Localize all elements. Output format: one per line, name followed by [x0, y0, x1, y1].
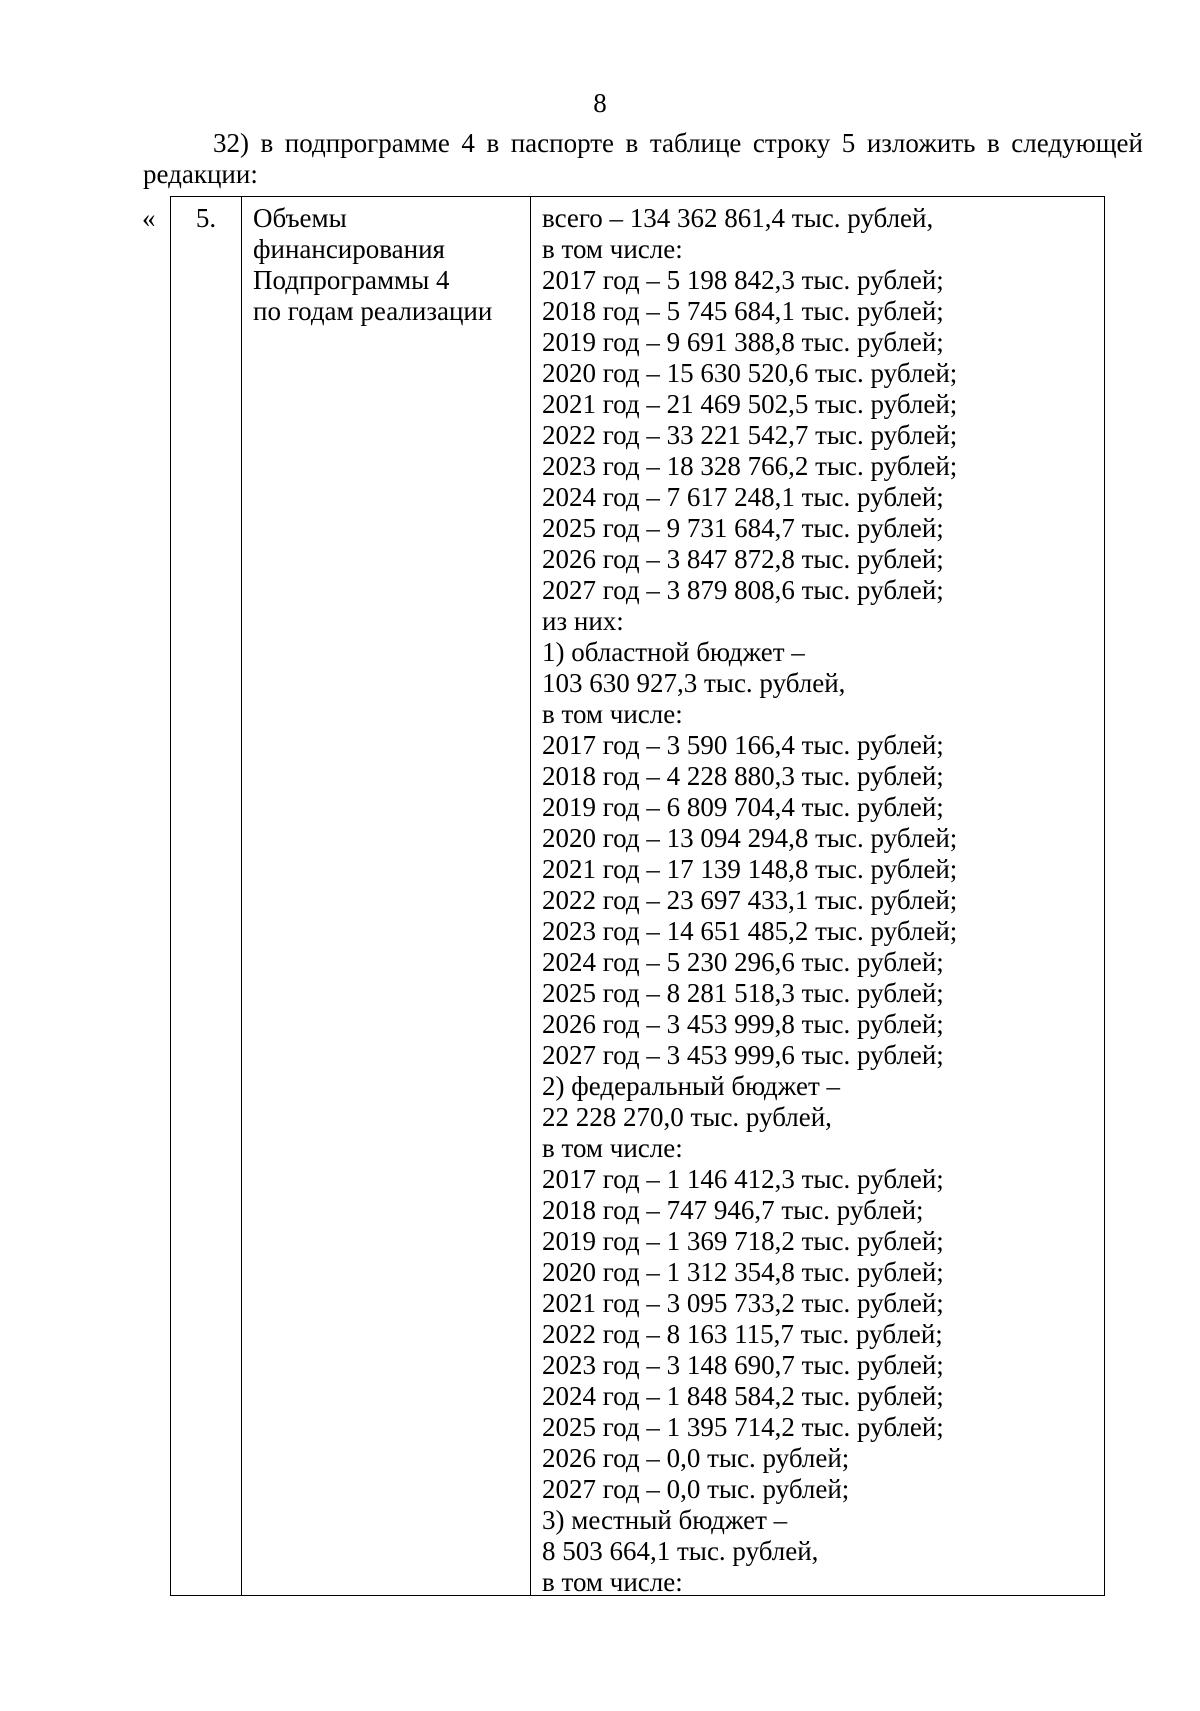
financing-value-line: 3) местный бюджет – [542, 1505, 788, 1535]
financing-value-line: 2020 год – 15 630 520,6 тыс. рублей; [542, 358, 958, 388]
financing-value-line: 103 630 927,3 тыс. рублей, [542, 668, 846, 698]
row-values-cell [531, 197, 1104, 1595]
financing-value-line: 2021 год – 17 139 148,8 тыс. рублей; [542, 854, 958, 884]
financing-value-line: в том числе: [542, 1567, 683, 1597]
financing-value-line: всего – 134 362 861,4 тыс. рублей, [542, 203, 934, 233]
row-title-line: по годам реализации [253, 296, 493, 326]
opening-quote-mark: « [142, 203, 156, 233]
financing-value-line: 2017 год – 1 146 412,3 тыс. рублей; [542, 1164, 944, 1194]
financing-value-line: 2027 год – 3 879 808,6 тыс. рублей; [542, 575, 944, 605]
financing-value-line: 1) областной бюджет – [542, 637, 805, 667]
row-title-line: Объемы [253, 203, 347, 233]
financing-value-line: 2020 год – 13 094 294,8 тыс. рублей; [542, 823, 958, 853]
financing-value-line: 2018 год – 5 745 684,1 тыс. рублей; [542, 296, 944, 326]
financing-value-line: 2018 год – 4 228 880,3 тыс. рублей; [542, 761, 944, 791]
financing-value-line: 2024 год – 5 230 296,6 тыс. рублей; [542, 947, 944, 977]
financing-value-line: 2021 год – 21 469 502,5 тыс. рублей; [542, 389, 958, 419]
financing-value-line: 2023 год – 14 651 485,2 тыс. рублей; [542, 916, 958, 946]
financing-value-line: 2020 год – 1 312 354,8 тыс. рублей; [542, 1257, 944, 1287]
financing-value-line: из них: [542, 606, 624, 636]
page-number: 8 [593, 88, 607, 118]
financing-value-line: 2017 год – 3 590 166,4 тыс. рублей; [542, 730, 944, 760]
financing-value-line: 2024 год – 7 617 248,1 тыс. рублей; [542, 482, 944, 512]
row-title-line: финансирования [253, 234, 445, 264]
financing-value-line: в том числе: [542, 234, 683, 264]
financing-value-line: 2025 год – 1 395 714,2 тыс. рублей; [542, 1412, 944, 1442]
financing-value-line: 2) федеральный бюджет – [542, 1071, 840, 1101]
financing-value-line: 2024 год – 1 848 584,2 тыс. рублей; [542, 1381, 944, 1411]
row-title-line: Подпрограммы 4 [253, 265, 450, 295]
financing-value-line: 2026 год – 3 847 872,8 тыс. рублей; [542, 544, 944, 574]
financing-value-line: 2026 год – 3 453 999,8 тыс. рублей; [542, 1009, 944, 1039]
row-number-cell [171, 197, 242, 1595]
financing-value-line: 2022 год – 33 221 542,7 тыс. рублей; [542, 420, 958, 450]
financing-value-line: 2022 год – 8 163 115,7 тыс. рублей; [542, 1319, 943, 1349]
financing-value-line: 2019 год – 6 809 704,4 тыс. рублей; [542, 792, 944, 822]
intro-paragraph: 32) в подпрограмме 4 в паспорте в таблице строку 5 изложить в следующей редакции: [143, 128, 1143, 189]
financing-value-line: 2023 год – 18 328 766,2 тыс. рублей; [542, 451, 958, 481]
financing-value-line: 2025 год – 9 731 684,7 тыс. рублей; [542, 513, 944, 543]
financing-value-line: в том числе: [542, 699, 683, 729]
financing-value-line: 2022 год – 23 697 433,1 тыс. рублей; [542, 885, 958, 915]
row-number: 5. [195, 203, 217, 233]
financing-value-line: 2027 год – 0,0 тыс. рублей; [542, 1474, 850, 1504]
financing-value-line: 2019 год – 1 369 718,2 тыс. рублей; [542, 1226, 944, 1256]
row-title-cell [242, 197, 531, 1595]
financing-value-line: 2021 год – 3 095 733,2 тыс. рублей; [542, 1288, 944, 1318]
financing-value-line: 2019 год – 9 691 388,8 тыс. рублей; [542, 327, 944, 357]
financing-value-line: 8 503 664,1 тыс. рублей, [542, 1536, 819, 1566]
financing-table [170, 196, 1105, 1596]
financing-value-line: 2018 год – 747 946,7 тыс. рублей; [542, 1195, 924, 1225]
financing-value-line: 22 228 270,0 тыс. рублей, [542, 1102, 832, 1132]
financing-value-line: 2017 год – 5 198 842,3 тыс. рублей; [542, 265, 944, 295]
financing-value-line: 2026 год – 0,0 тыс. рублей; [542, 1443, 850, 1473]
financing-value-line: 2027 год – 3 453 999,6 тыс. рублей; [542, 1040, 944, 1070]
financing-value-line: 2025 год – 8 281 518,3 тыс. рублей; [542, 978, 944, 1008]
financing-value-line: в том числе: [542, 1133, 683, 1163]
financing-value-line: 2023 год – 3 148 690,7 тыс. рублей; [542, 1350, 944, 1380]
